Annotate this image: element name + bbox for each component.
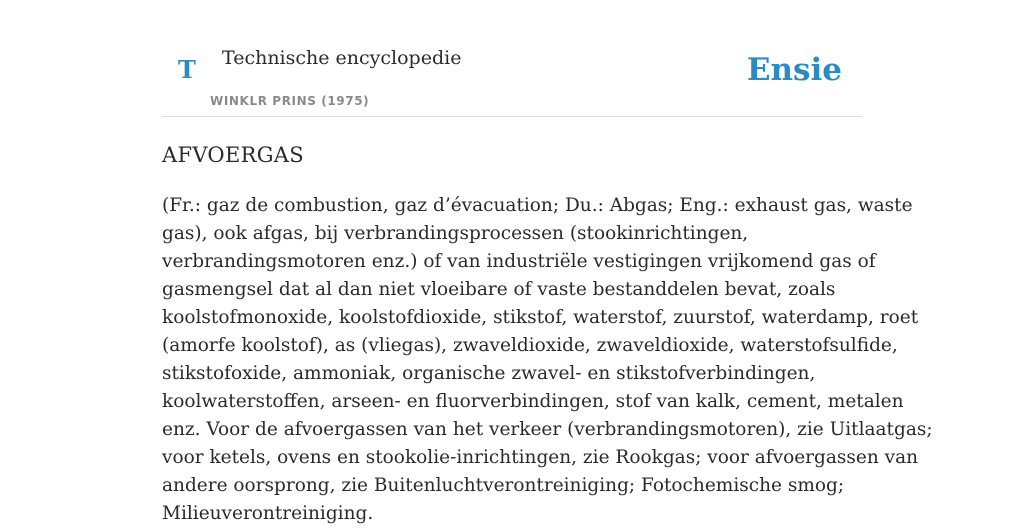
entry-body-line: gasmengsel dat al dan niet vloeibare of vaste bestanddelen bevat, zoals bbox=[162, 279, 836, 300]
entry-body-line: voor ketels, ovens en stookolie-inrichtingen, zie Rookgas; voor afvoergassen van bbox=[162, 447, 919, 468]
entry-body-line: gas), ook afgas, bij verbrandingsprocessen (stookinrichtingen, bbox=[162, 223, 749, 244]
entry-body-line: (Fr.: gaz de combustion, gaz d’évacuation; Du.: Abgas; Eng.: exhaust gas, waste bbox=[162, 195, 913, 216]
book-subtitle: WINKLR PRINS (1975) bbox=[210, 94, 370, 108]
book-title-link[interactable]: Technische encyclopedie bbox=[222, 47, 462, 69]
entry-body-line: andere oorsprong, zie Buitenluchtverontreiniging; Fotochemische smog; bbox=[162, 475, 845, 496]
entry-body-line: (amorfe koolstof), as (vliegas), zwaveldioxide, zwaveldioxide, waterstofsulfide, bbox=[162, 335, 898, 356]
entry-body-line: Milieuverontreiniging. bbox=[162, 503, 374, 524]
entry-body-line: enz. Voor de afvoergassen van het verkeer (verbrandingsmotoren), zie Uitlaatgas; bbox=[162, 419, 933, 440]
header bbox=[162, 0, 862, 117]
entry-body-line: koolwaterstoffen, arseen- en fluorverbindingen, stof van kalk, cement, metalen bbox=[162, 391, 904, 412]
entry-body bbox=[162, 192, 933, 528]
entry-body-line: koolstofmonoxide, koolstofdioxide, stikstof, waterstof, zuurstof, waterdamp, roet bbox=[162, 307, 919, 328]
page bbox=[162, 0, 933, 524]
encyclopedia-logo-icon[interactable]: T bbox=[178, 55, 196, 84]
entry-body-line: stikstofoxide, ammoniak, organische zwavel- en stikstofverbindingen, bbox=[162, 363, 816, 384]
entry-title: AFVOERGAS bbox=[162, 143, 304, 167]
entry-body-line: verbrandingsmotoren enz.) of van industriële vestigingen vrijkomend gas of bbox=[162, 251, 876, 272]
brand-logo[interactable]: Ensie bbox=[746, 52, 842, 88]
